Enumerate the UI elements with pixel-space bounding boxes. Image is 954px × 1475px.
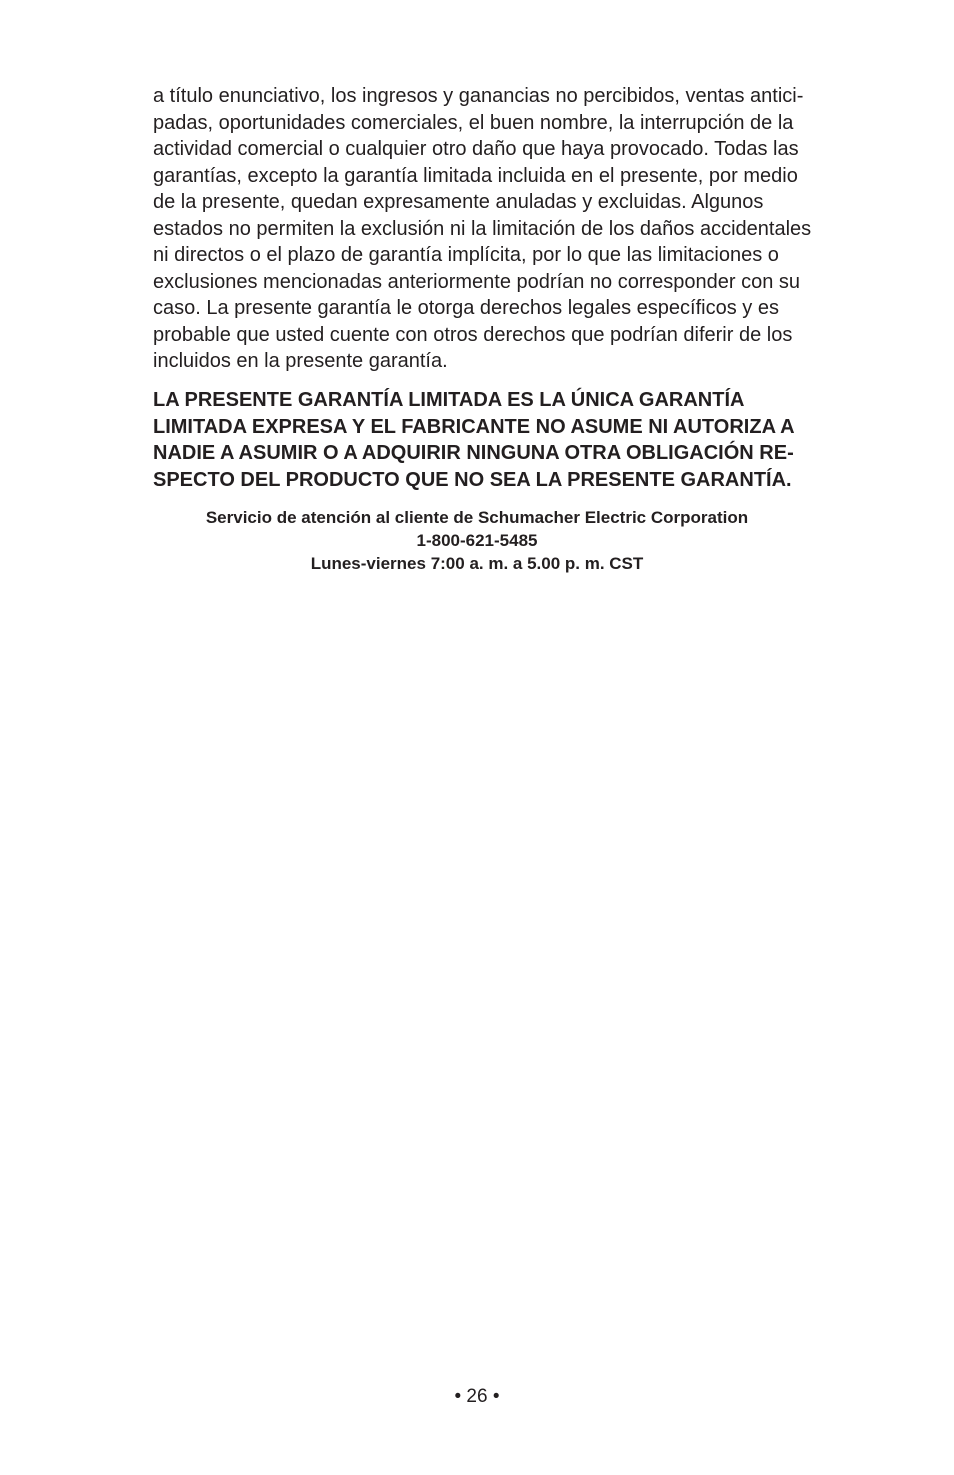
body-line: actividad comercial o cualquier otro daño que haya provocado. Todas las [153,138,799,160]
limited-warranty-notice [153,387,873,493]
notice-line: NADIE A ASUMIR O A ADQUIRIR NINGUNA OTRA OBLIGACIÓN RE- [153,442,794,464]
page-number: • 26 • [454,1386,500,1407]
body-line: probable que usted cuente con otros derechos que podrían diferir de los [153,323,793,346]
body-line: ni directos o el plazo de garantía implícita, por lo que las limitaciones o [153,244,779,266]
body-line: padas, oportunidades comerciales, el buen nombre, la interrupción de la [153,111,794,134]
body-line: de la presente, quedan expresamente anuladas y excluidas. Algunos [153,191,764,213]
customer-service-phone: 1-800-621-5485 [416,531,538,550]
body-line: incluidos en la presente garantía. [153,350,448,372]
notice-line: LIMITADA EXPRESA Y EL FABRICANTE NO ASUME NI AUTORIZA A [153,415,795,438]
notice-line: SPECTO DEL PRODUCTO QUE NO SEA LA PRESENTE GARANTÍA. [153,468,792,491]
body-line: garantías, excepto la garantía limitada incluida en el presente, por medio [153,164,798,187]
body-line: exclusiones mencionadas anteriormente podrían no corresponder con su [153,270,801,293]
warranty-body-paragraph [153,83,873,375]
body-line: caso. La presente garantía le otorga derechos legales específicos y es [153,297,779,319]
notice-line: LA PRESENTE GARANTÍA LIMITADA ES LA ÚNICA GARANTÍA [153,389,745,411]
body-line: estados no permiten la exclusión ni la limitación de los daños accidentales [153,217,812,240]
customer-service-hours: Lunes-viernes 7:00 a. m. a 5.00 p. m. CST [310,554,644,573]
customer-service-block [0,506,954,575]
body-line: a título enunciativo, los ingresos y ganancias no percibidos, ventas antici- [153,85,804,107]
customer-service-title: Servicio de atención al cliente de Schumacher Electric Corporation [205,508,749,527]
